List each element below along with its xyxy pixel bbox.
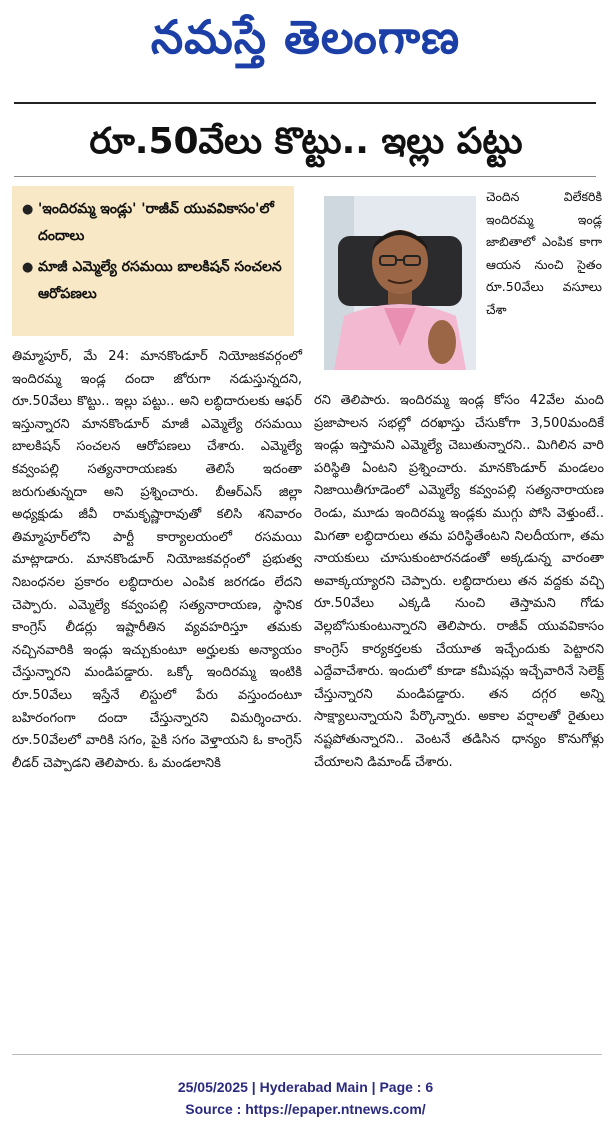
article-column-right — [314, 390, 604, 774]
highlight-item — [22, 254, 286, 308]
headline: రూ.50వేలు కొట్టు.. ఇల్లు పట్టు — [89, 121, 523, 162]
portrait-photo — [324, 196, 476, 370]
article-text: తిమ్మాపూర్, మే 24: మానకొండూర్ నియోజకవర్గంలో ఇందిరమ్మ ఇండ్ల దందా జోరుగా నడుస్తున్నదని, రూ.50వేలు కొట్టు.. ఇల్లు పట్టు.. అని లబ్ధిదారులకు ఆఫర్ ఇస్తున్నారని మానకొండూర్ మాజీ ఎమ్మెల్యే రసమయి బాలకిషన్ సంచలన ఆరోపణలు చేశారు. ఎమ్మెల్యే కవ్వంపల్లి సత్యనారాయణకు తెలిసే ఇదంతా జరుగుతున్నదా అని ప్రశ్నించారు. బీఆర్ఎస్ జిల్లా అధ్యక్షుడు జీవీ రామకృష్ణారావుతో కలిసి శనివారం తిమ్మాపూర్‌లోని పార్టీ కార్యాలయంలో రసమయి మాట్లాడారు. మానకొండూర్ నియోజకవర్గంలో ప్రభుత్వ నిబంధనల ప్రకారం లబ్ధిదారుల ఎంపిక జరగడం లేదని చెప్పారు. ఎమ్మెల్యే కవ్వంపల్లి సత్యనారాయణ, స్థానిక కాంగ్రెస్ లీడర్లు ఇష్టారీతిన వ్యవహరిస్తూ తమకు నచ్చినవారికి ఇండ్లు ఇచ్చుకుంటూ అర్హులకు అన్యాయం చేస్తున్నారని మండిపడ్డారు. ఒక్కో ఇందిరమ్మ ఇంటికి రూ.50వేలు ఇస్తేనే లిస్టులో పేరు వస్తుందంటూ బహిరంగంగా దందా చేస్తున్నారని విమర్శించారు. రూ.50వేలలో వారికి సగం, పైకి సగం వెళ్తాయని ఓ కాంగ్రెస్ లీడర్ చెప్పాడని తెలిపారు. ఓ మండలానికి — [12, 349, 302, 771]
highlight-text: 'ఇందిరమ్మ ఇండ్లు' 'రాజీవ్ యువవికాసం'లో దందాలు — [38, 201, 274, 244]
article-text: చెందిన విలేకరికి ఇందిరమ్మ ఇండ్ల జాబితాలో ఎంపిక కాగా ఆయన నుంచి సైతం రూ.50వేలు వసూలు చేశా — [486, 189, 602, 317]
footer-source-link[interactable]: Source : https://epaper.ntnews.com/ — [185, 1101, 426, 1117]
highlight-text: మాజీ ఎమ్మెల్యే రసమయి బాలకిషన్ సంచలన ఆరోపణలు — [38, 259, 282, 302]
person-illustration — [324, 196, 476, 370]
bullet-icon: ● — [22, 202, 34, 217]
footer-date-edition: 25/05/2025 | Hyderabad Main | Page : 6 — [177, 1079, 434, 1095]
highlights-box — [12, 186, 294, 336]
bullet-icon: ● — [22, 260, 34, 275]
article-column-right-top — [486, 186, 602, 322]
article-column-left — [12, 346, 302, 775]
highlight-item — [22, 196, 286, 250]
masthead-title: నమస్తే తెలంగాణ — [150, 10, 461, 64]
headline-rule-bottom — [14, 176, 596, 177]
footer — [0, 1076, 611, 1120]
article-text: రని తెలిపారు. ఇందిరమ్మ ఇండ్ల కోసం 42వేల మంది ప్రజాపాలన సభల్లో దరఖాస్తు చేసుకోగా 3,500మందికే ఇండ్లు ఇస్తామని ఎమ్మెల్యే చెబుతున్నారని.. మిగిలిన వారి పరిస్థితి ఏంటని ప్రశ్నించారు. మానకొండూర్ మండలం నిజాయితీగూడెంలో ఎమ్మెల్యే కవ్వంపల్లి సత్యనారాయణ రెండు, మూడు ఇందిరమ్మ ఇండ్లకు ముగ్గు పోసి వెళ్తుంటే.. మిగతా లబ్ధిదారులు తమ పరిస్థితేంటని నిలదీయగా, తమ నాయకులు చూసుకుంటారనడంతో అక్కడున్న వారంతా అవాక్కయ్యారని చెప్పారు. లబ్ధిదారులు తన వద్దకు వచ్చి రూ.50వేలు ఎక్కడి నుంచి తెస్తామని గోడు వెల్లబోసుకుంటున్నారని తెలిపారు. రాజీవ్ యువవికాసం కాంగ్రెస్ కార్యకర్తలకు చేయూత ఇచ్చేందుకు పెట్టారని ఎద్దేవాచేశారు. ఇందులో కూడా కమీషన్లు ఇచ్చేవారినే సెలెక్ట్ చేస్తున్నారని మండిపడ్డారు. తన దగ్గర అన్ని సాక్ష్యాలున్నాయని పేర్కొన్నారు. అకాల వర్షాలతో రైతులు నష్టపోతున్నారని.. వెంటనే తడిసిన ధాన్యం కొనుగోళ్లు చేయాలని డిమాండ్ చేశారు. — [314, 393, 604, 770]
article-bottom-rule — [12, 1054, 602, 1055]
headline-rule-top — [14, 102, 596, 104]
